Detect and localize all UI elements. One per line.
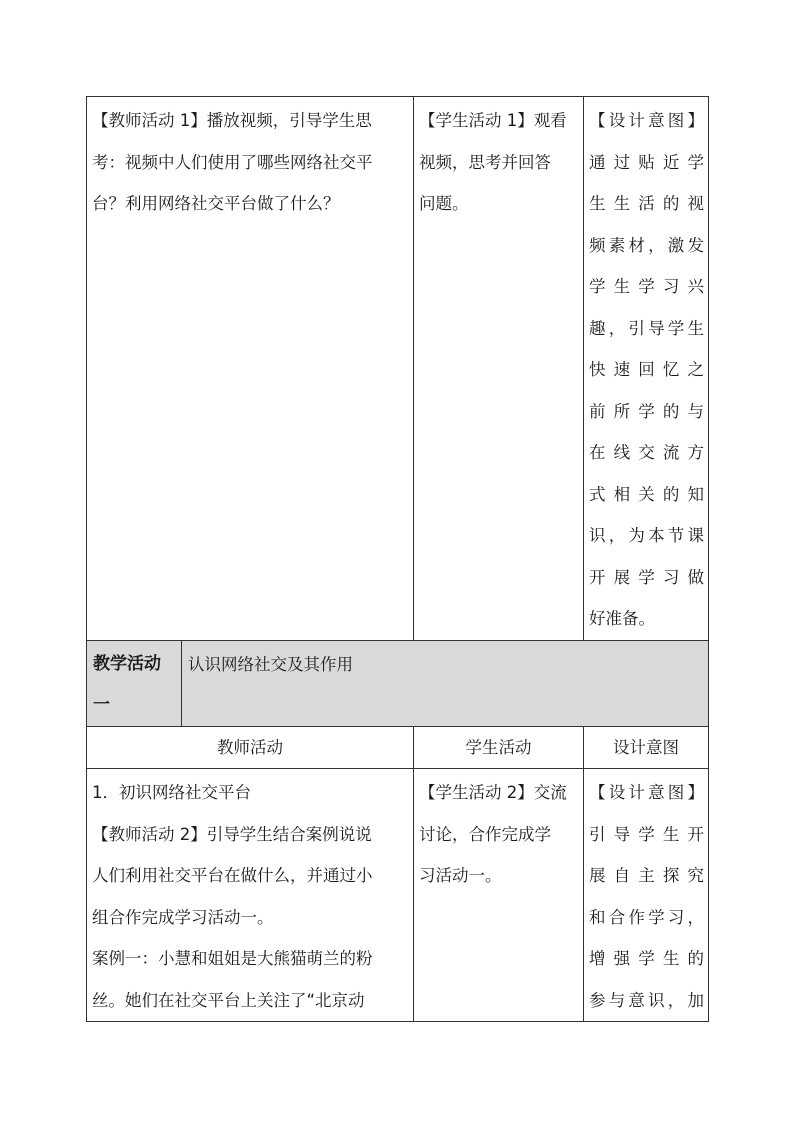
- activity-row-1: [87, 97, 709, 641]
- design-intent-cell: [584, 97, 709, 641]
- text-line: 学生学习兴: [589, 277, 704, 296]
- text-line: 1．初识网络社交平台: [92, 783, 251, 802]
- text-line: 台？利用网络社交平台做了什么？: [92, 194, 340, 213]
- text-line: 趣，引导学生: [589, 318, 704, 338]
- text-line: 考：视频中人们使用了哪些网络社交平: [92, 152, 373, 172]
- text-line: 和合作学习，: [589, 907, 704, 927]
- header-teacher: 教师活动: [87, 726, 414, 769]
- text-line: 开展学习做: [589, 567, 704, 587]
- section-title-cell: [182, 640, 709, 726]
- text-line: 展自主探究: [589, 866, 704, 885]
- teacher-activity-cell: [87, 769, 414, 1022]
- section-row: [87, 640, 709, 726]
- header-intent: 设计意图: [584, 726, 709, 769]
- student-activity-cell: [414, 97, 584, 641]
- text-line: 习活动一。: [419, 866, 502, 885]
- column-header-row: [87, 726, 709, 769]
- text-line: 【教师活动 1】播放视频，引导学生思: [92, 111, 372, 130]
- design-intent-cell: [584, 769, 709, 1022]
- student-activity-cell: [414, 769, 584, 1022]
- text-line: 前所学的与: [589, 401, 704, 421]
- text-line: 式相关的知: [589, 484, 704, 504]
- text-line: 【教师活动 2】引导学生结合案例说说: [92, 824, 372, 844]
- text-line: 快速回忆之: [589, 360, 704, 379]
- section-label-cell: [87, 640, 182, 726]
- text-line: 通过贴近学: [589, 152, 704, 172]
- section-label: 一: [93, 694, 110, 715]
- text-line: 引导学生开: [589, 824, 704, 844]
- text-line: 【设计意图】: [589, 783, 704, 802]
- text-line: 人们利用社交平台在做什么，并通过小: [92, 866, 373, 885]
- activity-row-2: [87, 769, 709, 1022]
- text-line: 识，为本节课: [589, 526, 704, 545]
- text-line: 讨论，合作完成学: [419, 824, 551, 844]
- text-line: 好准备。: [589, 609, 655, 628]
- header-student: 学生活动: [414, 726, 584, 769]
- text-line: 增强学生的: [589, 949, 704, 968]
- section-label: 教学活动: [93, 653, 161, 674]
- teacher-activity-cell: [87, 97, 414, 641]
- text-line: 【设计意图】: [589, 111, 704, 130]
- lesson-plan-table: [86, 96, 709, 1022]
- section-title: 认识网络社交及其作用: [188, 654, 353, 674]
- text-line: 在线交流方: [589, 443, 704, 462]
- text-line: 丝。她们在社交平台上关注了“北京动: [92, 990, 365, 1010]
- text-line: 参与意识，加: [589, 990, 704, 1010]
- text-line: 问题。: [419, 194, 469, 213]
- text-line: 频素材，激发: [589, 235, 704, 255]
- text-line: 【学生活动 2】交流: [419, 783, 567, 802]
- text-line: 组合作完成学习活动一。: [92, 907, 274, 927]
- text-line: 案例一：小慧和姐姐是大熊猫萌兰的粉: [92, 949, 373, 968]
- text-line: 生生活的视: [589, 194, 704, 213]
- text-line: 视频，思考并回答: [419, 152, 551, 172]
- text-line: 【学生活动 1】观看: [419, 111, 567, 130]
